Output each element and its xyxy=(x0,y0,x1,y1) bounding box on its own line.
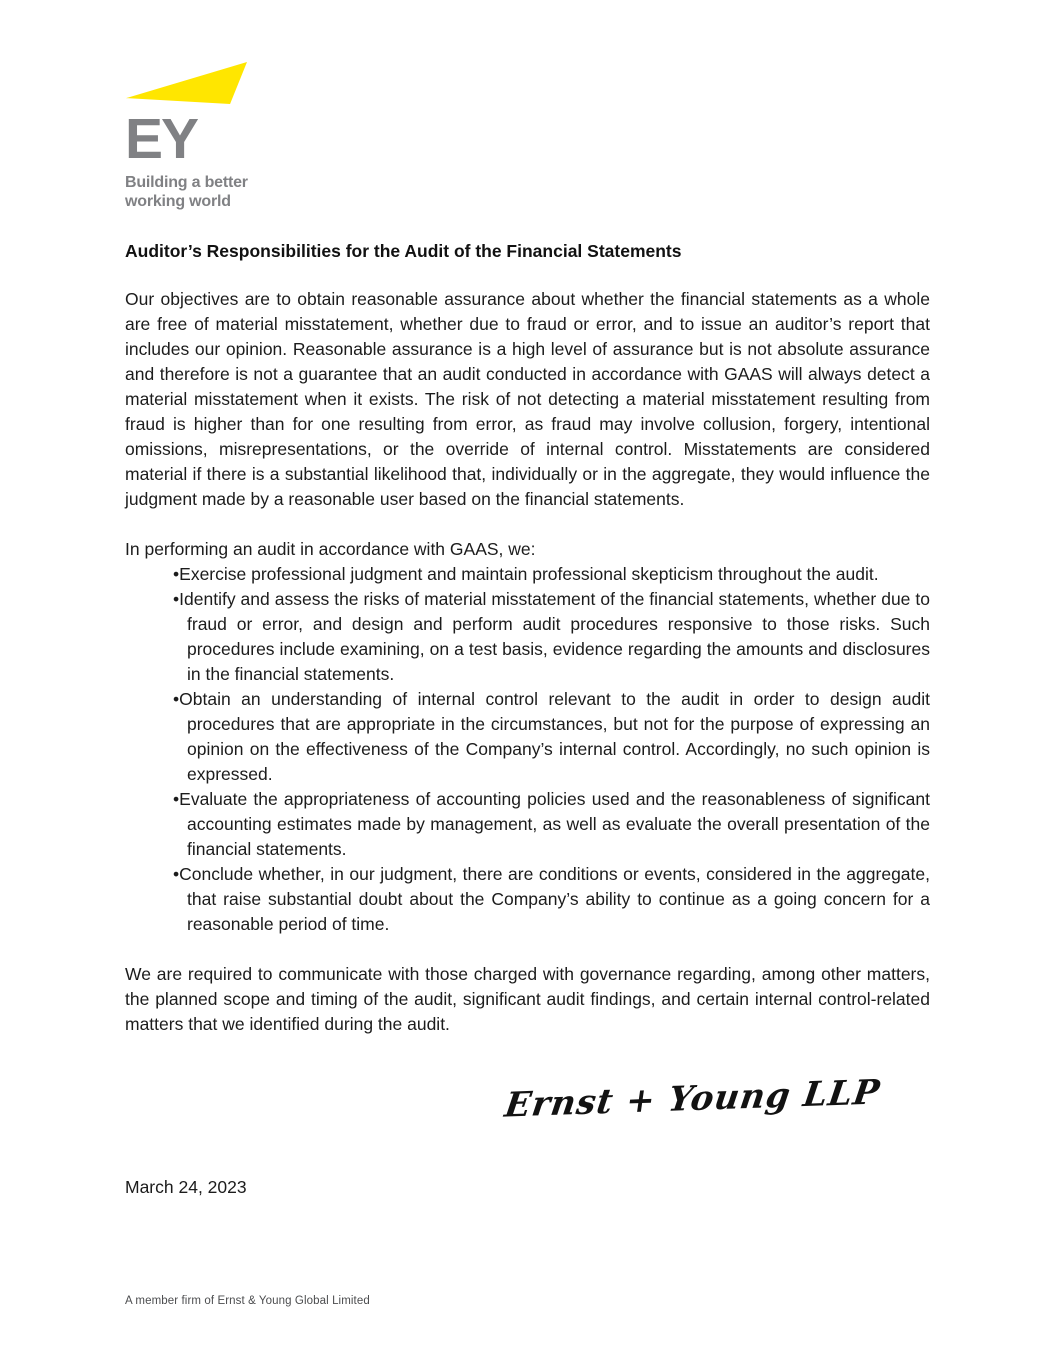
bullet-item-identify-risks xyxy=(173,587,930,687)
ey-tagline-line2: working world xyxy=(125,192,231,210)
ey-tagline-line1: Building a better xyxy=(125,174,248,191)
section-heading: Auditor’s Responsibilities for the Audit of the Financial Statements xyxy=(125,241,682,262)
ey-beam-icon xyxy=(126,62,247,104)
bullet-item-going-concern xyxy=(173,862,930,937)
bullet-icon: • xyxy=(173,789,180,810)
paragraph-objectives: Our objectives are to obtain reasonable assurance about whether the financial statements as a whole are free of material misstatement, whether due to fraud or error, and to issue an auditor’s report that includes our opinion. Reasonable assurance is a high level of assurance but is not absolute assurance and therefore is not a guarantee that an audit conducted in accordance with GAAS will always detect a material misstatement when it exists. The risk of not detecting a material misstatement resulting from fraud is higher than for one resulting from error, as fraud may involve collusion, forgery, intentional omissions, misrepresentations, or the override of internal control. Misstatements are considered material if there is a substantial likelihood that, individually or in the aggregate, they would influence the judgment made by a reasonable user based on the financial statements. xyxy=(125,289,930,510)
ernst-young-signature: Ernst + Young LLP xyxy=(502,1072,883,1127)
bullet-icon: • xyxy=(173,689,180,710)
bullet-list xyxy=(125,562,930,937)
bullet-icon: • xyxy=(173,564,180,585)
report-date: March 24, 2023 xyxy=(125,1177,247,1198)
paragraph-communication: We are required to communicate with those charged with governance regarding, among other matters, the planned scope and timing of the audit, significant audit findings, and certain internal control-related matters that we identified during the audit. xyxy=(125,964,930,1035)
bullet-item-internal-control xyxy=(173,687,930,787)
bullet-item-exercise-judgment xyxy=(173,562,930,587)
bullet-text: Conclude whether, in our judgment, there are conditions or events, considered in the aggregate, that raise substantial doubt about the Company’s ability to continue as a going concern for a reasonable period of time. xyxy=(179,864,930,935)
ey-tagline xyxy=(125,174,930,211)
bullet-text: Evaluate the appropriateness of accounting policies used and the reasonableness of significant accounting estimates made by management, as well as evaluate the overall presentation of the financial statements. xyxy=(179,789,930,860)
bullet-item-evaluate-policies xyxy=(173,787,930,862)
ey-logo xyxy=(125,62,930,211)
member-firm-footer: A member firm of Ernst & Young Global Limited xyxy=(125,1295,370,1307)
signature-row xyxy=(125,1072,930,1149)
ey-logo-letters: EY xyxy=(125,107,198,171)
bullet-icon: • xyxy=(173,864,180,885)
bullet-text: Obtain an understanding of internal control relevant to the audit in order to design audit procedures that are appropriate in the circumstances, but not for the purpose of expressing an opinion on the effectiveness of the Company’s internal control. Accordingly, no such opinion is expressed. xyxy=(179,689,930,785)
list-intro: In performing an audit in accordance with GAAS, we: xyxy=(125,539,536,560)
bullet-text: Identify and assess the risks of material misstatement of the financial statements, whether due to fraud or error, and design and perform audit procedures responsive to those risks. Such procedures include examining, on a test basis, evidence regarding the amounts and disclosures in the financial statements. xyxy=(179,589,930,685)
bullet-text: Exercise professional judgment and maintain professional skepticism throughout the audit. xyxy=(179,564,879,585)
bullet-icon: • xyxy=(173,589,180,610)
